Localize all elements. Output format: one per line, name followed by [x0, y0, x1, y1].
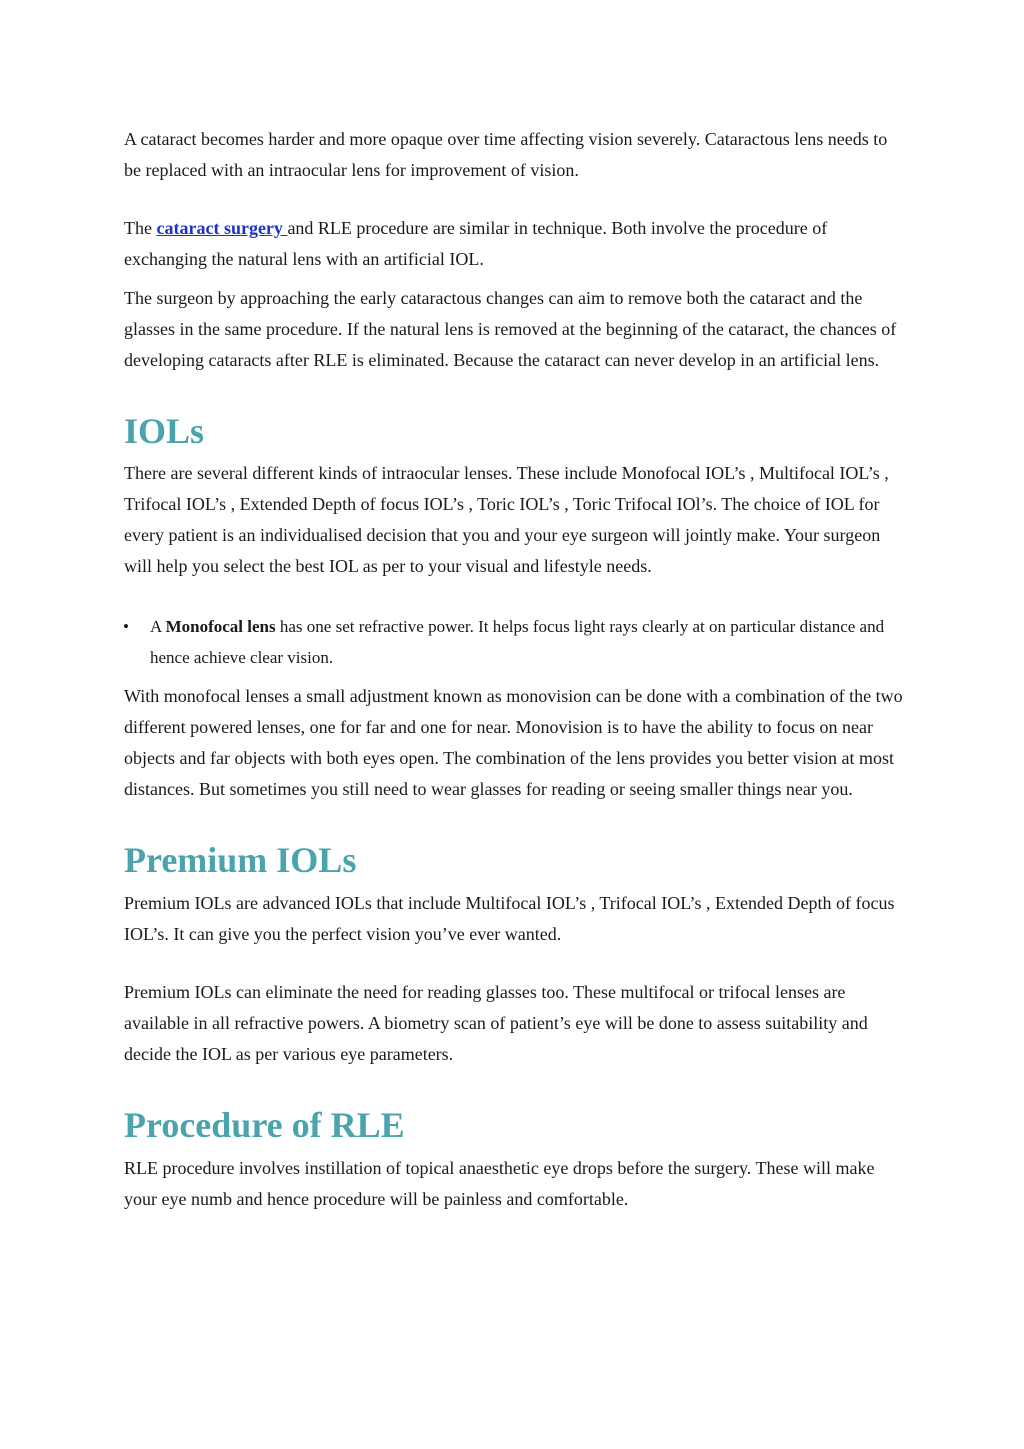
premium-paragraph-2: Premium IOLs can eliminate the need for reading glasses too. These multifocal or trifocal lenses are available in all refractive powers. A biometry scan of patient’s eye will be done to assess suitability and decide the IOL as per various eye parameters. [124, 982, 868, 1064]
iols-heading: IOLs [124, 411, 205, 451]
list-item-monofocal [123, 611, 904, 673]
intro-paragraph-2-rest: and RLE procedure are similar in technique. Both involve the procedure of exchanging the natural lens with an artificial IOL. [124, 218, 828, 269]
bullet-icon: • [123, 617, 129, 636]
cataract-surgery-link[interactable]: cataract surgery [156, 218, 288, 238]
intro-paragraph-2 [124, 213, 904, 275]
iols-paragraph-1: There are several different kinds of intraocular lenses. These include Monofocal IOL’s , Multifocal IOL’s , Trifocal IOL’s , Extended Depth of focus IOL’s , Toric IOL’s , Toric Trifocal IOl’s. The choice of IOL for every patient is an individualised decision that you and your eye surgeon will jointly make. Your surgeon will help you select the best IOL as per to your visual and lifestyle needs. [124, 463, 889, 576]
intro-paragraph-1: A cataract becomes harder and more opaque over time affecting vision severely. Cataractous lens needs to be replaced with an intraocular lens for improvement of vision. [124, 129, 888, 180]
intro-paragraph-3: The surgeon by approaching the early cataractous changes can aim to remove both the cataract and the glasses in the same procedure. If the natural lens is removed at the beginning of the cataract, the chances of developing cataracts after RLE is eliminated. Because the cataract can never develop in an artificial lens. [124, 288, 897, 370]
procedure-heading: Procedure of RLE [124, 1105, 405, 1145]
intro-paragraph-2-lead: The [124, 218, 157, 238]
bullet-prefix: A [150, 617, 166, 636]
bullet-text: has one set refractive power. It helps focus light rays clearly at on particular distance and hence achieve clear vision. [150, 617, 885, 667]
iols-paragraph-2: With monofocal lenses a small adjustment known as monovision can be done with a combination of the two different powered lenses, one for far and one for near. Monovision is to have the ability to focus on near objects and far objects with both eyes open. The combination of the lens provides you better vision at most distances. But sometimes you still need to wear glasses for reading or seeing smaller things near you. [124, 686, 903, 799]
premium-iols-heading: Premium IOLs [124, 840, 357, 880]
monofocal-term: Monofocal lens [165, 617, 276, 636]
lens-type-list [124, 611, 904, 673]
premium-paragraph-1: Premium IOLs are advanced IOLs that include Multifocal IOL’s , Trifocal IOL’s , Extended Depth of focus IOL’s. It can give you the perfect vision you’ve ever wanted. [124, 893, 895, 944]
document-page [124, 124, 904, 1215]
procedure-paragraph-1: RLE procedure involves instillation of topical anaesthetic eye drops before the surgery. These will make your eye numb and hence procedure will be painless and comfortable. [124, 1158, 875, 1209]
